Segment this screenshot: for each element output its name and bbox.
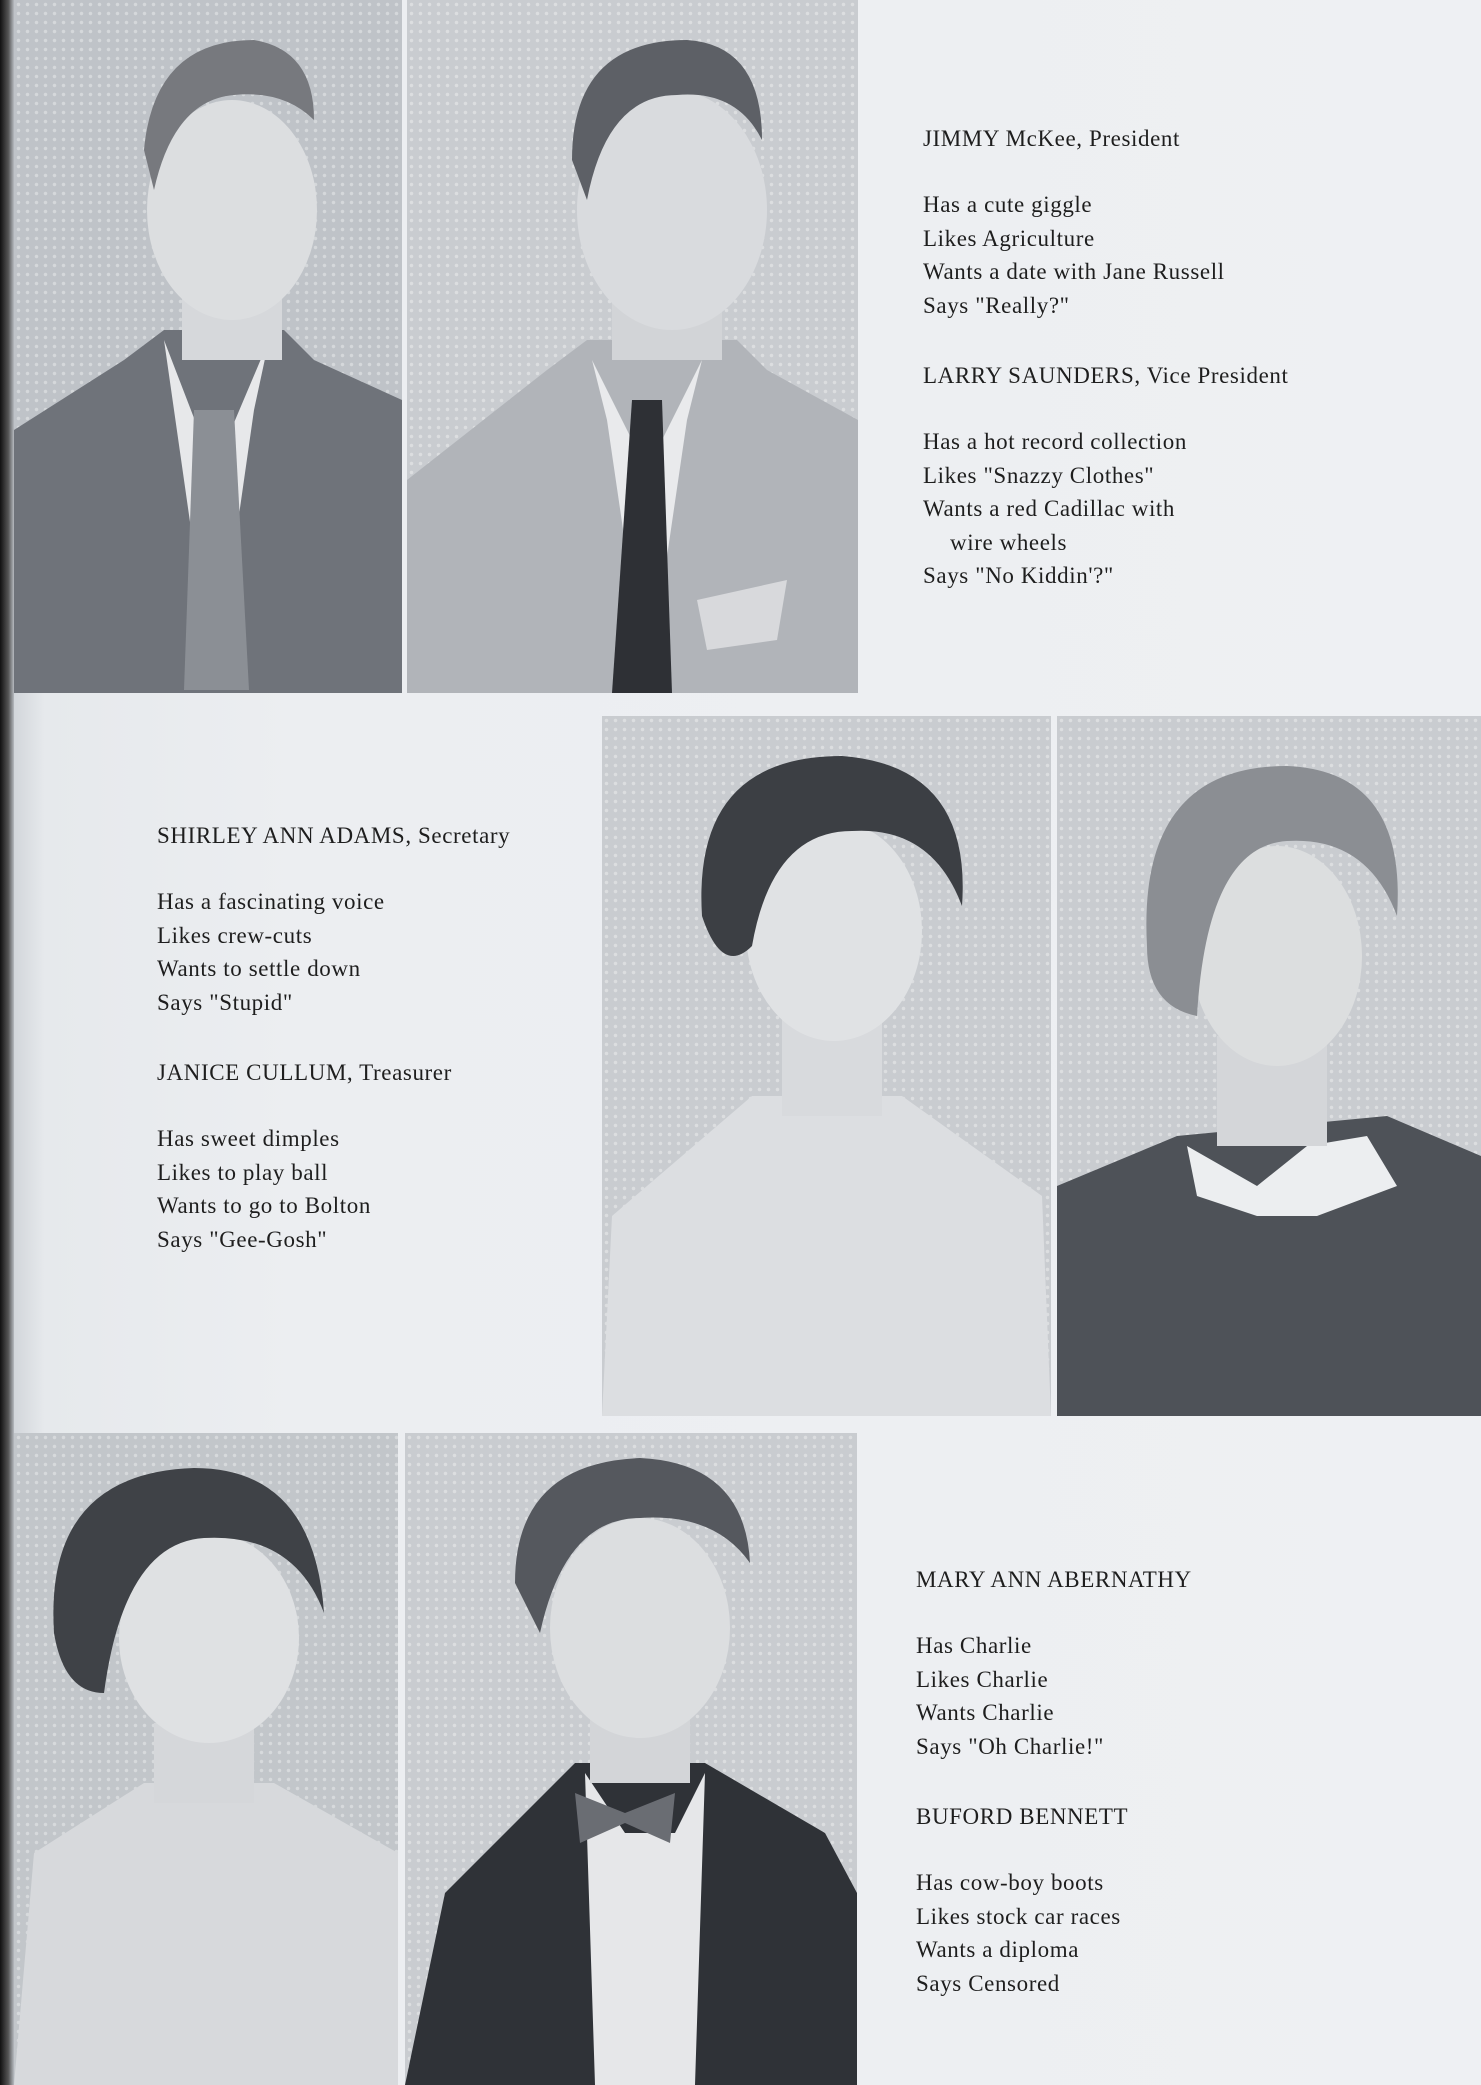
entry-line: Likes Agriculture bbox=[923, 225, 1095, 251]
entry-line: Wants to go to Bolton bbox=[157, 1193, 371, 1219]
student-name: BUFORD BENNETT bbox=[916, 1804, 1129, 1830]
entry-line: Has a fascinating voice bbox=[157, 889, 385, 915]
entry-line: Has Charlie bbox=[916, 1633, 1032, 1659]
portrait-photo-boy-2 bbox=[407, 0, 858, 693]
entry-line: Likes Charlie bbox=[916, 1666, 1049, 1692]
entry-line: Wants a diploma bbox=[916, 1937, 1080, 1963]
student-entry bbox=[916, 1563, 1192, 2000]
student-name: MARY ANN ABERNATHY bbox=[916, 1567, 1192, 1592]
student-name: LARRY SAUNDERS, bbox=[923, 363, 1141, 389]
entry-line: Wants a red Cadillac with bbox=[923, 496, 1176, 522]
portrait-silhouette bbox=[14, 0, 402, 693]
book-spine-shadow bbox=[0, 0, 14, 2085]
entry-line: Says "Really?" bbox=[923, 292, 1070, 318]
entry-line: Wants Charlie bbox=[916, 1700, 1055, 1726]
portrait-silhouette bbox=[407, 0, 858, 693]
entry-line: Wants to settle down bbox=[157, 956, 361, 982]
student-role: President bbox=[1089, 126, 1181, 151]
entry-line: Says "Gee-Gosh" bbox=[157, 1226, 328, 1252]
student-name: JANICE CULLUM, bbox=[157, 1060, 354, 1086]
entry-line: Has cow-boy boots bbox=[916, 1870, 1104, 1896]
student-name: JIMMY McKee, bbox=[923, 126, 1083, 151]
student-role: Secretary bbox=[418, 823, 511, 848]
student-entry bbox=[923, 122, 1288, 592]
portrait-photo-girl-1 bbox=[602, 716, 1051, 1416]
portrait-silhouette bbox=[14, 1433, 398, 2085]
student-role: Vice President bbox=[1146, 363, 1289, 389]
student-name: SHIRLEY ANN ADAMS, bbox=[157, 823, 412, 848]
portrait-silhouette bbox=[405, 1433, 857, 2085]
student-entry bbox=[157, 819, 510, 1256]
entry-line: Has sweet dimples bbox=[157, 1126, 340, 1152]
portrait-silhouette bbox=[1057, 716, 1481, 1416]
portrait-photo-girl-3 bbox=[14, 1433, 398, 2085]
entry-line: Likes to play ball bbox=[157, 1159, 329, 1185]
entry-line: Likes "Snazzy Clothes" bbox=[923, 462, 1155, 488]
entry-line: Likes stock car races bbox=[916, 1903, 1121, 1929]
entry-line: wire wheels bbox=[950, 529, 1068, 555]
entry-line: Says Censored bbox=[916, 1970, 1060, 1996]
portrait-photo-girl-2 bbox=[1057, 716, 1481, 1416]
entry-line: Wants a date with Jane Russell bbox=[923, 259, 1225, 285]
entry-line: Has a cute giggle bbox=[923, 192, 1093, 218]
entry-line: Says "No Kiddin'?" bbox=[923, 563, 1114, 589]
portrait-photo-boy-3 bbox=[405, 1433, 857, 2085]
entry-line: Likes crew-cuts bbox=[157, 922, 313, 948]
entry-line: Has a hot record collection bbox=[923, 429, 1187, 455]
student-role: Treasurer bbox=[359, 1060, 452, 1086]
portrait-photo-boy-1 bbox=[14, 0, 402, 693]
entry-line: Says "Oh Charlie!" bbox=[916, 1733, 1104, 1759]
entry-line: Says "Stupid" bbox=[157, 989, 293, 1015]
portrait-silhouette bbox=[602, 716, 1051, 1416]
